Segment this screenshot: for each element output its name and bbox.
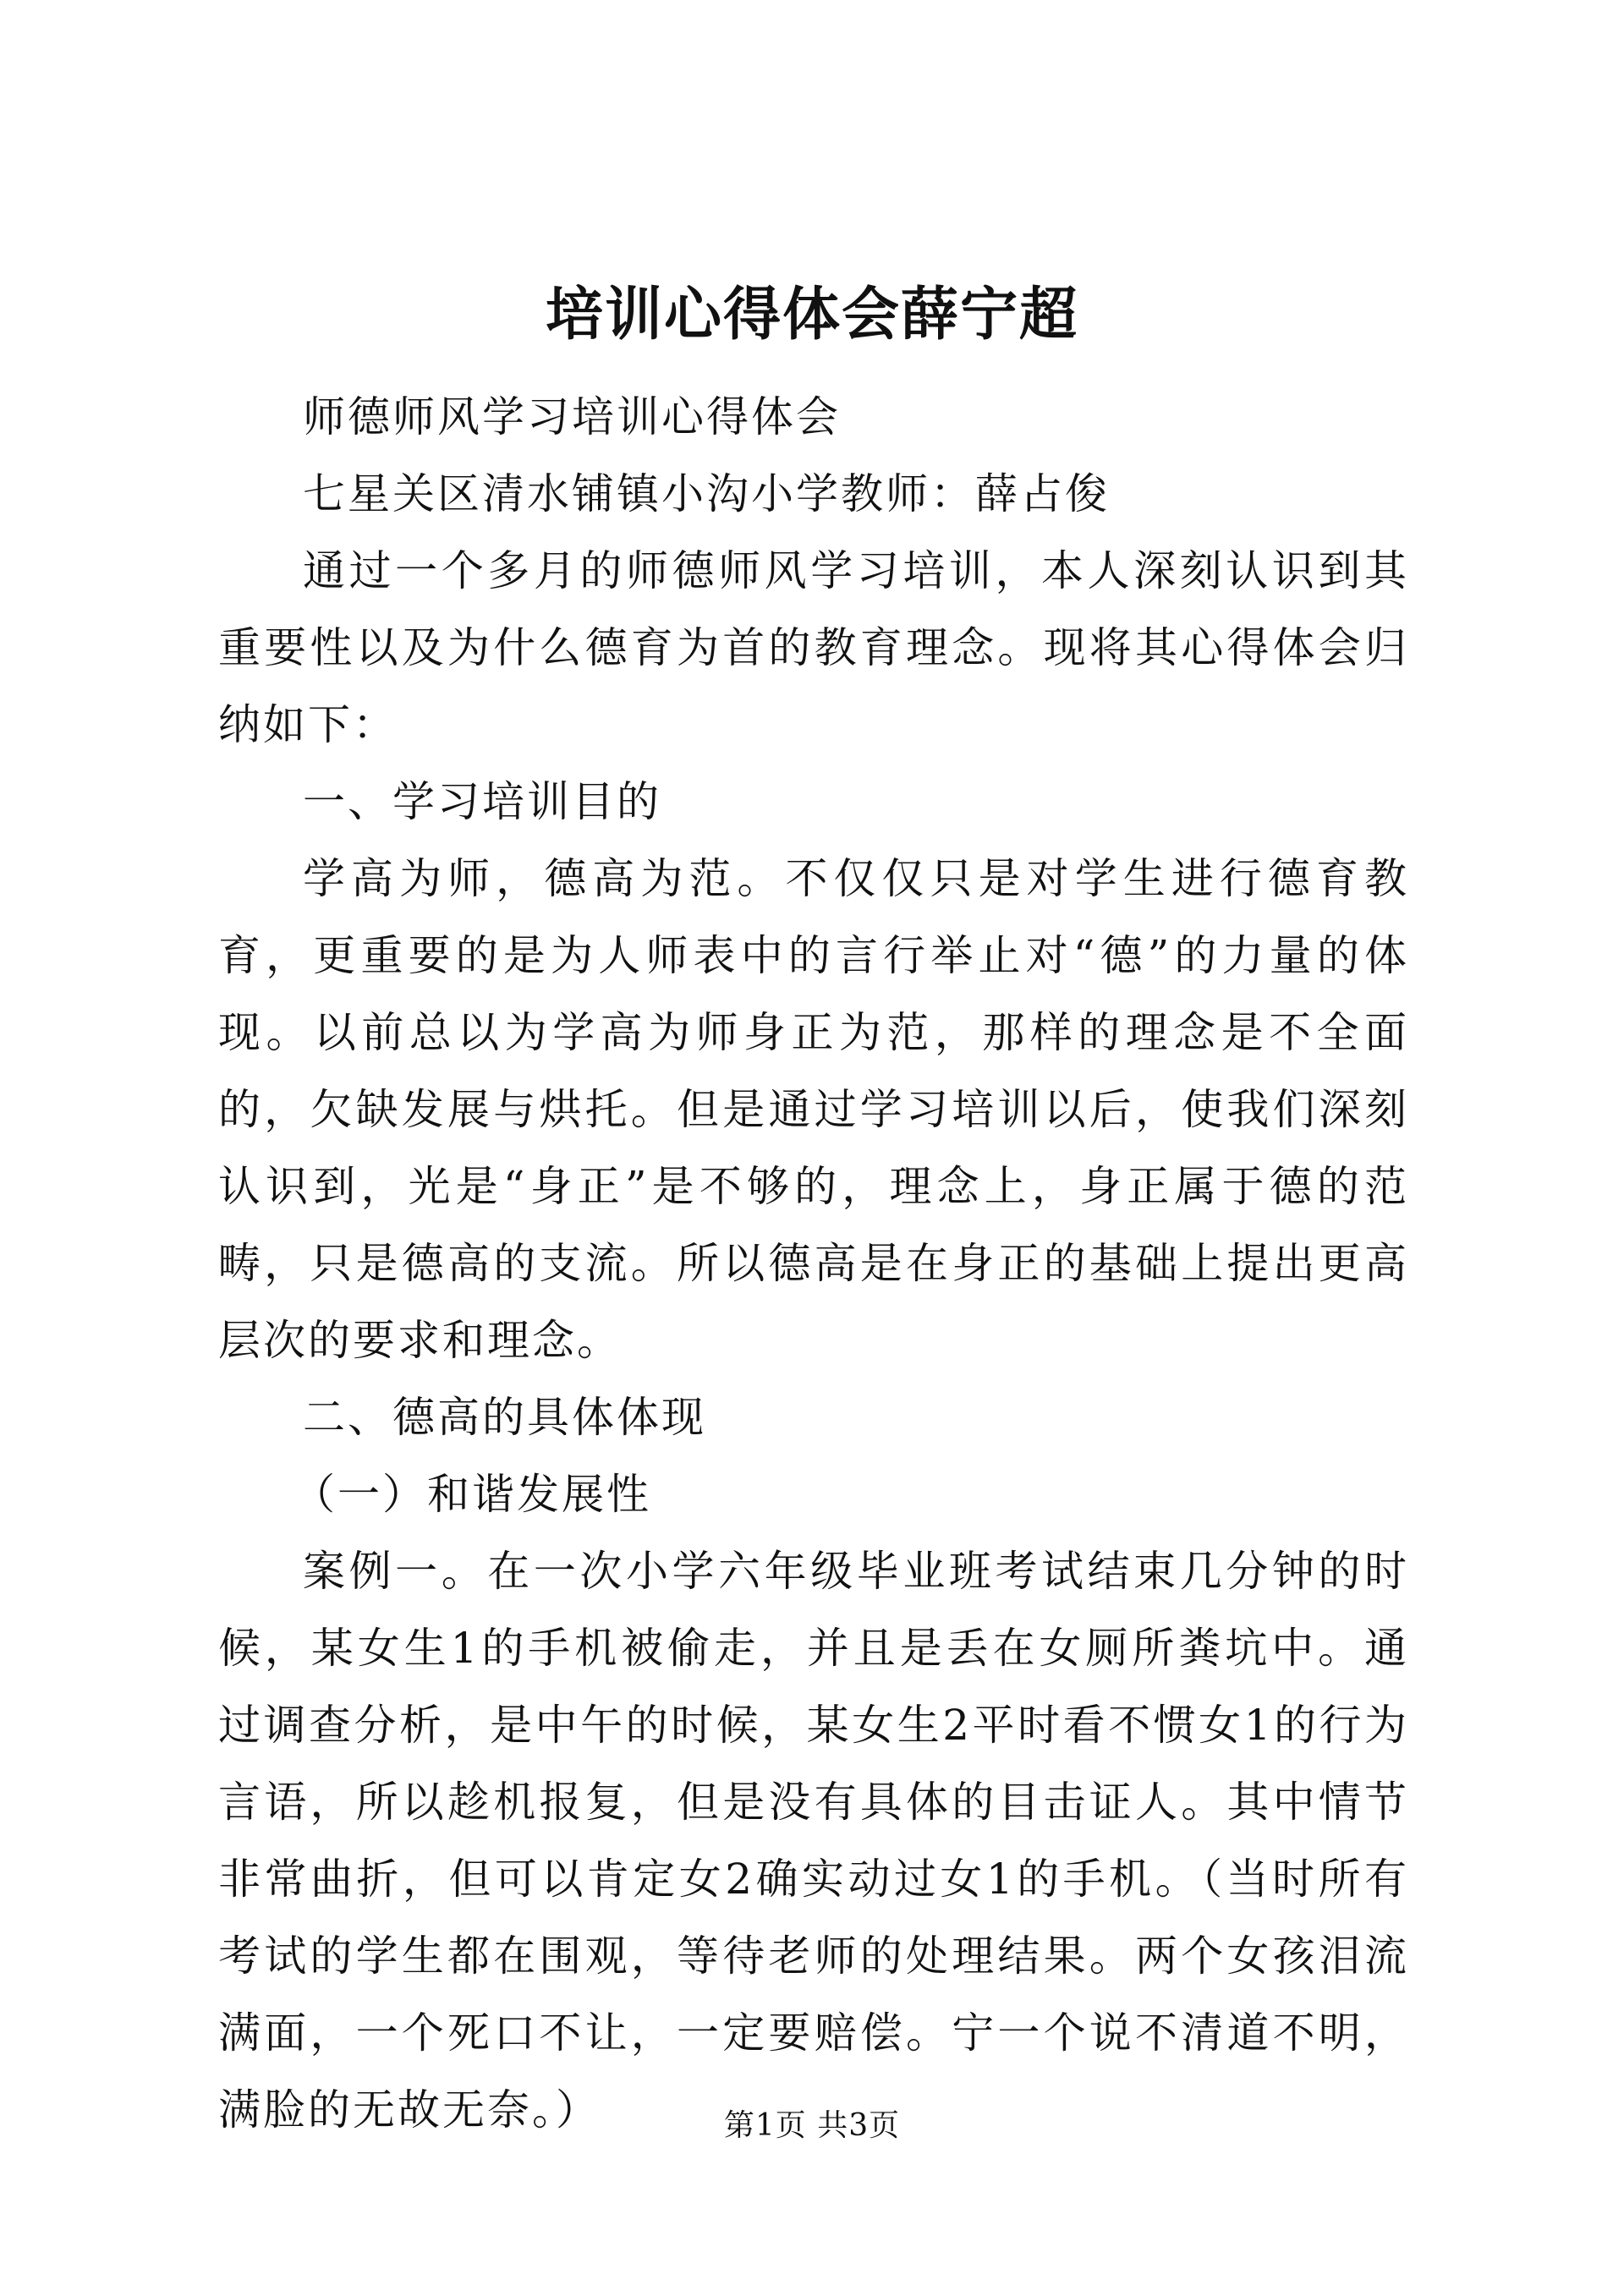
- page-title: 培训心得体会薛宁超: [545, 281, 1078, 348]
- author-line: 七星关区清水铺镇小沟小学教师：薛占俊: [303, 469, 1110, 518]
- intro-paragraph: 通过一个多月的师德师风学习培训，本人深刻认识到其重要性以及为什么德育为首的教育理念。现将其心得体会归纳如下：: [218, 546, 1409, 749]
- document-body: [218, 379, 1409, 2149]
- section-heading-2: 二、德高的具体体现: [303, 1393, 706, 1442]
- case-paragraph-1: 案例一。在一次小学六年级毕业班考试结束几分钟的时候，某女生1的手机被偷走，并且是丢在女厕所粪坑中。通过调查分析，是中午的时候，某女生2平时看不惯女1的行为言语，所以趁机报复，但是没有具体的目击证人。其中情节非常曲折，但可以肯定女2确实动过女1的手机。（当时所有考试的学生都在围观，等待老师的处理结果。两个女孩泪流满面，一个死口不让，一定要赔偿。宁一个说不清道不明，满脸的无故无奈。）: [218, 1547, 1409, 2134]
- page-footer: 第1页 共3页: [723, 2108, 901, 2143]
- paragraph-1: 学高为师，德高为范。不仅仅只是对学生进行德育教育，更重要的是为人师表中的言行举止对“德”的力量的体现。以前总以为学高为师身正为范，那样的理念是不全面的，欠缺发展与烘托。但是通过学习培训以后，使我们深刻认识到，光是“身正”是不够的，理念上，身正属于德的范畴，只是德高的支流。所以德高是在身正的基础上提出更高层次的要求和理念。: [218, 854, 1409, 1365]
- subsection-heading-2-1: （一）和谐发展性: [293, 1470, 651, 1519]
- section-heading-1: 一、学习培训目的: [303, 777, 661, 826]
- subtitle-line: 师德师风学习培训心得体会: [303, 392, 841, 441]
